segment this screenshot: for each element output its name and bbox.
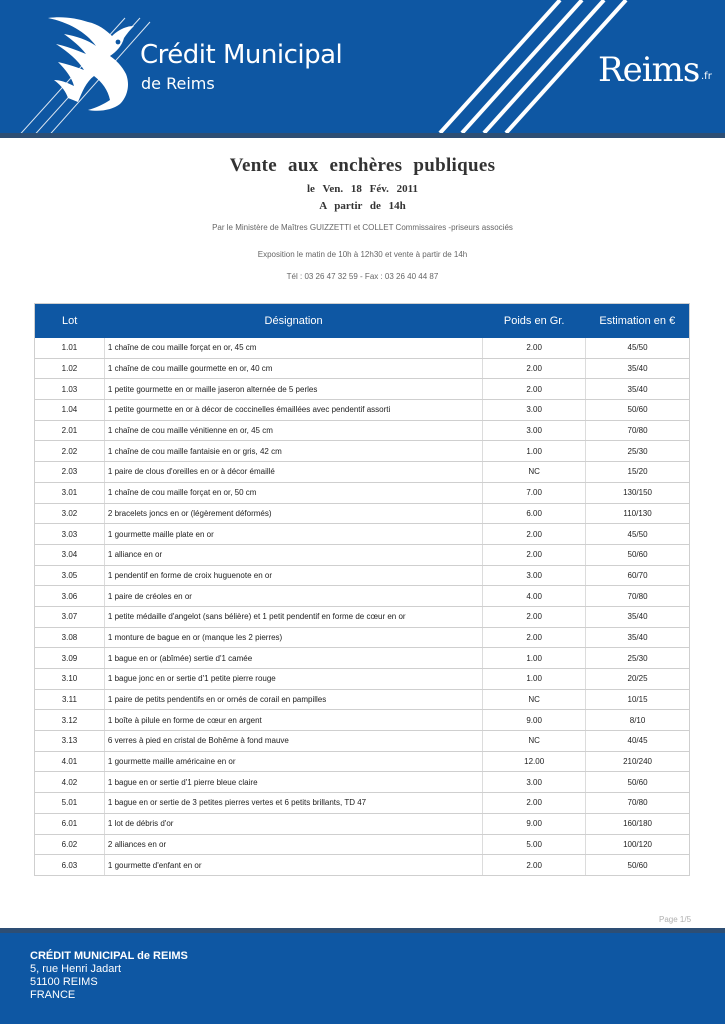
cell-lot: 3.11 (35, 689, 105, 710)
cell-estimate: 160/180 (586, 813, 690, 834)
cell-designation: 1 chaîne de cou maille gourmette en or, 40 cm (104, 358, 482, 379)
table-row (35, 524, 690, 545)
table-row (35, 813, 690, 834)
table-row (35, 400, 690, 421)
table-row (35, 565, 690, 586)
cell-lot: 3.10 (35, 669, 105, 690)
sale-title: Vente aux enchères publiques (229, 155, 496, 176)
cell-lot: 3.12 (35, 710, 105, 731)
header-weight: Poids en Gr. (483, 304, 586, 338)
cell-estimate: 110/130 (586, 503, 690, 524)
cell-estimate: 70/80 (586, 420, 690, 441)
cell-weight: 1.00 (483, 648, 586, 669)
cell-lot: 3.01 (35, 482, 105, 503)
table-row (35, 462, 690, 483)
header-designation: Désignation (104, 304, 482, 338)
cell-weight: 3.00 (483, 565, 586, 586)
table-row (35, 358, 690, 379)
table-row (35, 503, 690, 524)
table-row (35, 606, 690, 627)
cell-lot: 1.03 (35, 379, 105, 400)
cell-estimate: 100/120 (586, 834, 690, 855)
cell-weight: 5.00 (483, 834, 586, 855)
cell-estimate: 45/50 (586, 524, 690, 545)
cell-weight: 3.00 (483, 400, 586, 421)
cell-weight: 1.00 (483, 441, 586, 462)
cell-designation: 1 bague en or sertie de 3 petites pierres vertes et 6 petits brillants, TD 47 (104, 793, 482, 814)
cell-estimate: 10/15 (586, 689, 690, 710)
cell-designation: 1 pendentif en forme de croix huguenote en or (104, 565, 482, 586)
cell-lot: 2.01 (35, 420, 105, 441)
brand-subtitle: de Reims (141, 74, 215, 93)
cell-weight: 9.00 (483, 813, 586, 834)
cell-estimate: 60/70 (586, 565, 690, 586)
header-divider (0, 133, 725, 138)
cell-estimate: 25/30 (586, 648, 690, 669)
cell-estimate: 50/60 (586, 855, 690, 876)
cell-designation: 1 bague jonc en or sertie d'1 petite pierre rouge (104, 669, 482, 690)
sale-titles (0, 155, 725, 212)
cell-designation: 1 monture de bague en or (manque les 2 pierres) (104, 627, 482, 648)
brand-title: Crédit Municipal (140, 40, 343, 70)
cell-lot: 1.01 (35, 338, 105, 359)
cell-lot: 3.09 (35, 648, 105, 669)
cell-weight: 9.00 (483, 710, 586, 731)
cell-weight: 2.00 (483, 627, 586, 648)
table-row (35, 379, 690, 400)
cell-lot: 3.05 (35, 565, 105, 586)
cell-weight: 2.00 (483, 524, 586, 545)
cell-weight: 3.00 (483, 420, 586, 441)
sale-time: A partir de 14h (319, 200, 406, 212)
cell-designation: 1 petite gourmette en or maille jaseron alternée de 5 perles (104, 379, 482, 400)
cell-estimate: 40/45 (586, 731, 690, 752)
cell-weight: 7.00 (483, 482, 586, 503)
cell-lot: 4.01 (35, 751, 105, 772)
cell-designation: 1 chaîne de cou maille forçat en or, 50 cm (104, 482, 482, 503)
page-number: Page 1/5 (659, 915, 692, 924)
cell-estimate: 130/150 (586, 482, 690, 503)
footer-country: FRANCE (30, 989, 76, 1001)
cell-estimate: 35/40 (586, 627, 690, 648)
cell-weight: 6.00 (483, 503, 586, 524)
cell-lot: 2.02 (35, 441, 105, 462)
cell-designation: 1 bague en or (abîmée) sertie d'1 camée (104, 648, 482, 669)
cell-designation: 1 paire de créoles en or (104, 586, 482, 607)
table-row (35, 689, 690, 710)
table-header-row (35, 304, 690, 338)
cell-weight: NC (483, 462, 586, 483)
cell-estimate: 8/10 (586, 710, 690, 731)
griffin-icon (38, 12, 138, 120)
cell-lot: 3.13 (35, 731, 105, 752)
cell-lot: 3.02 (35, 503, 105, 524)
cell-designation: 1 gourmette d'enfant en or (104, 855, 482, 876)
cell-weight: 4.00 (483, 586, 586, 607)
cell-designation: 1 petite gourmette en or à décor de coccinelles émaillées avec pendentif assorti (104, 400, 482, 421)
cell-weight: 2.00 (483, 379, 586, 400)
cell-lot: 1.02 (35, 358, 105, 379)
table-row (35, 586, 690, 607)
cell-estimate: 25/30 (586, 441, 690, 462)
cell-estimate: 35/40 (586, 358, 690, 379)
footer-city: 51100 REIMS (30, 976, 98, 988)
cell-estimate: 210/240 (586, 751, 690, 772)
cell-estimate: 45/50 (586, 338, 690, 359)
table-row (35, 772, 690, 793)
reims-logo-suffix: .fr (701, 71, 712, 82)
cell-lot: 3.08 (35, 627, 105, 648)
table-row (35, 731, 690, 752)
footer-name: CRÉDIT MUNICIPAL de REIMS (30, 950, 188, 962)
cell-designation: 1 gourmette maille plate en or (104, 524, 482, 545)
cell-designation: 6 verres à pied en cristal de Bohême à fond mauve (104, 731, 482, 752)
page-header (0, 0, 725, 133)
reims-logo: Reims (598, 50, 700, 90)
cell-lot: 3.03 (35, 524, 105, 545)
cell-estimate: 20/25 (586, 669, 690, 690)
cell-estimate: 50/60 (586, 400, 690, 421)
cell-estimate: 50/60 (586, 544, 690, 565)
cell-weight: 2.00 (483, 338, 586, 359)
table-row (35, 338, 690, 359)
table-row (35, 648, 690, 669)
cell-designation: 1 boîte à pilule en forme de cœur en argent (104, 710, 482, 731)
table-body (35, 338, 690, 876)
cell-lot: 4.02 (35, 772, 105, 793)
table-row (35, 669, 690, 690)
cell-weight: NC (483, 731, 586, 752)
exhibition-line: Exposition le matin de 10h à 12h30 et vente à partir de 14h (257, 250, 468, 259)
cell-designation: 1 gourmette maille américaine en or (104, 751, 482, 772)
cell-lot: 1.04 (35, 400, 105, 421)
cell-designation: 2 alliances en or (104, 834, 482, 855)
cell-estimate: 70/80 (586, 586, 690, 607)
table-row (35, 627, 690, 648)
cell-designation: 1 chaîne de cou maille forçat en or, 45 cm (104, 338, 482, 359)
page-footer (0, 933, 725, 1024)
cell-estimate: 70/80 (586, 793, 690, 814)
cell-designation: 1 petite médaille d'angelot (sans bélière) et 1 petit pendentif en forme de cœur en or (104, 606, 482, 627)
cell-designation: 2 bracelets joncs en or (légèrement déformés) (104, 503, 482, 524)
cell-estimate: 35/40 (586, 379, 690, 400)
table-row (35, 441, 690, 462)
table-row (35, 710, 690, 731)
cell-weight: 3.00 (483, 772, 586, 793)
table-row (35, 751, 690, 772)
auctioneers-line: Par le Ministère de Maîtres GUIZZETTI et COLLET Commissaires -priseurs associés (212, 223, 513, 232)
footer-street: 5, rue Henri Jadart (30, 963, 122, 975)
table-row (35, 834, 690, 855)
table-row (35, 855, 690, 876)
cell-designation: 1 alliance en or (104, 544, 482, 565)
table-row (35, 482, 690, 503)
cell-weight: 2.00 (483, 793, 586, 814)
cell-estimate: 15/20 (586, 462, 690, 483)
cell-designation: 1 lot de débris d'or (104, 813, 482, 834)
cell-weight: 12.00 (483, 751, 586, 772)
table-row (35, 793, 690, 814)
cell-lot: 6.03 (35, 855, 105, 876)
cell-designation: 1 paire de petits pendentifs en or ornés de corail en pampilles (104, 689, 482, 710)
cell-weight: 2.00 (483, 855, 586, 876)
header-estimate: Estimation en € (586, 304, 690, 338)
cell-weight: 1.00 (483, 669, 586, 690)
lots-table (34, 303, 690, 876)
cell-designation: 1 chaîne de cou maille fantaisie en or gris, 42 cm (104, 441, 482, 462)
cell-designation: 1 paire de clous d'oreilles en or à décor émaillé (104, 462, 482, 483)
cell-lot: 3.07 (35, 606, 105, 627)
cell-estimate: 35/40 (586, 606, 690, 627)
cell-estimate: 50/60 (586, 772, 690, 793)
cell-weight: 2.00 (483, 544, 586, 565)
sale-date: le Ven. 18 Fév. 2011 (306, 183, 419, 195)
cell-lot: 6.01 (35, 813, 105, 834)
table-row (35, 420, 690, 441)
contact-line: Tél : 03 26 47 32 59 - Fax : 03 26 40 44 87 (286, 272, 439, 281)
cell-lot: 2.03 (35, 462, 105, 483)
cell-lot: 5.01 (35, 793, 105, 814)
cell-weight: 2.00 (483, 606, 586, 627)
header-lot: Lot (35, 304, 105, 338)
table-row (35, 544, 690, 565)
cell-lot: 6.02 (35, 834, 105, 855)
cell-weight: NC (483, 689, 586, 710)
cell-designation: 1 chaîne de cou maille vénitienne en or, 45 cm (104, 420, 482, 441)
cell-lot: 3.06 (35, 586, 105, 607)
cell-designation: 1 bague en or sertie d'1 pierre bleue claire (104, 772, 482, 793)
cell-lot: 3.04 (35, 544, 105, 565)
cell-weight: 2.00 (483, 358, 586, 379)
